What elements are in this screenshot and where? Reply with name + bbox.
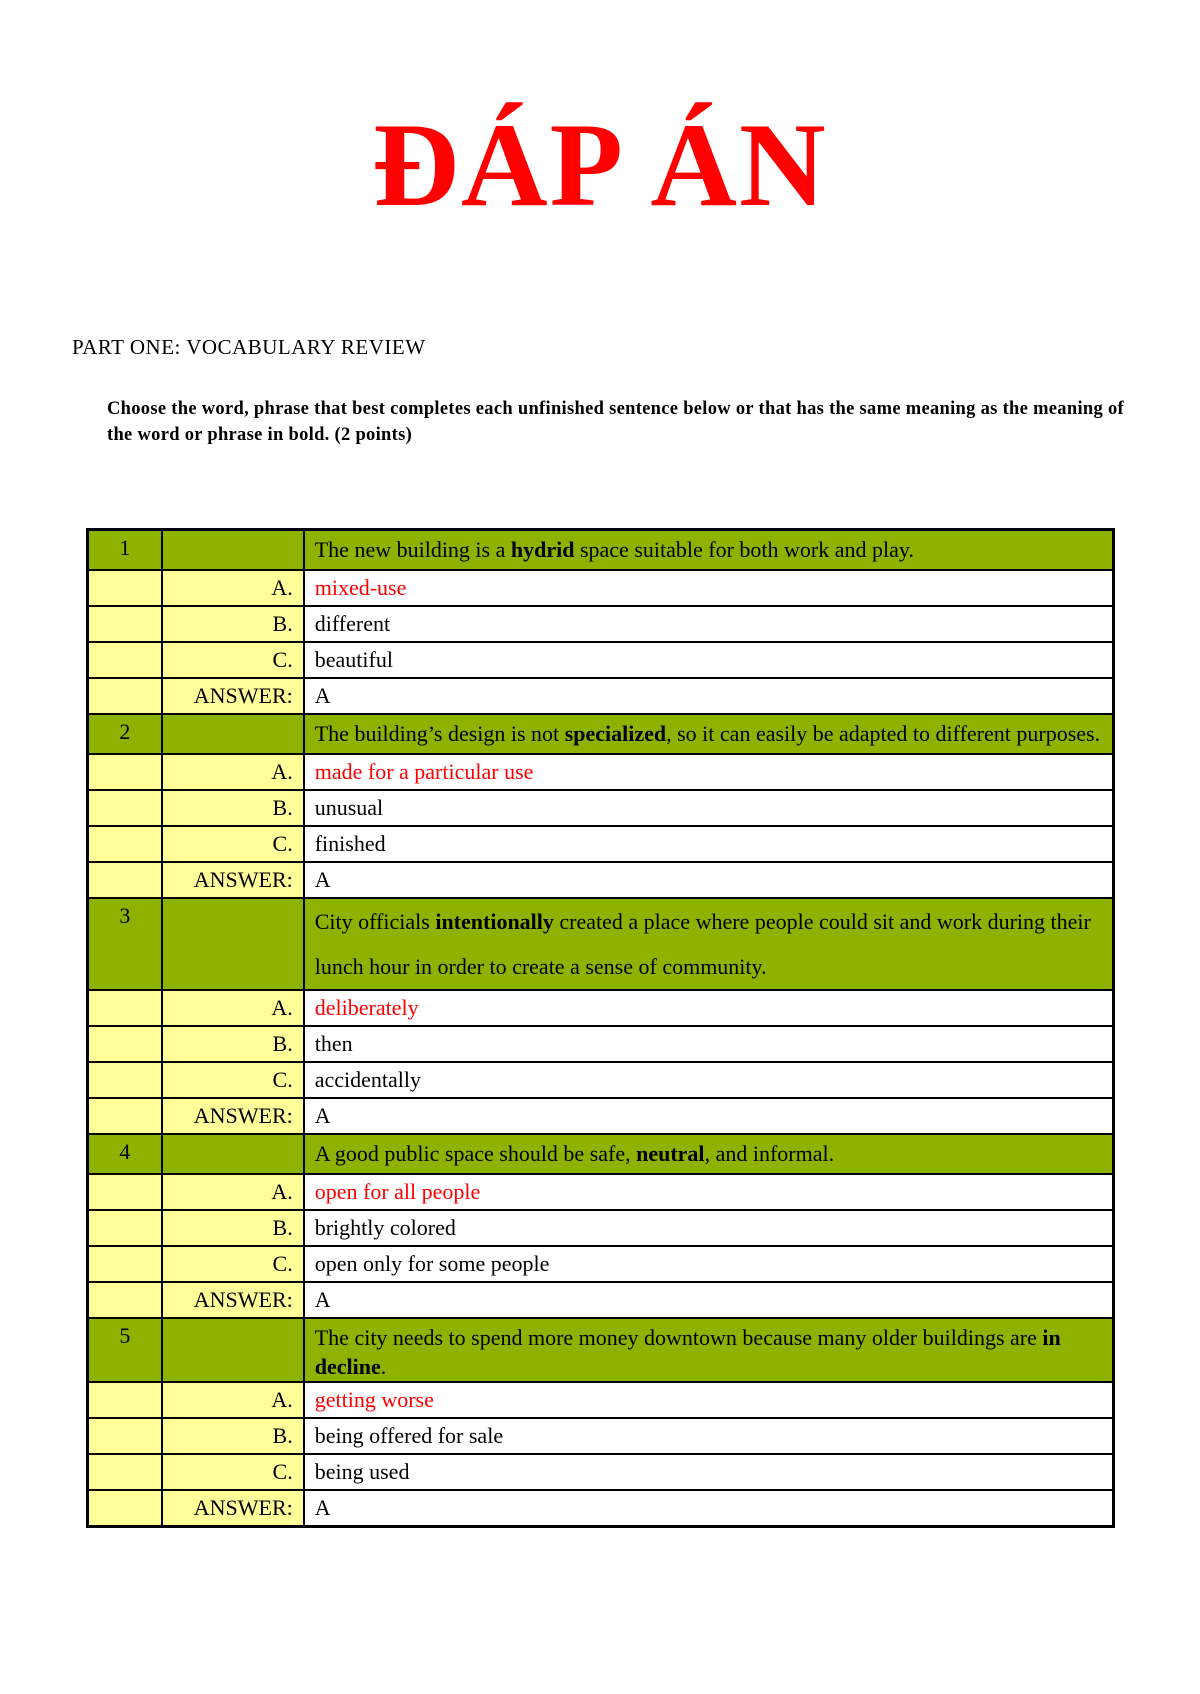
- answer-value: A: [304, 1282, 1114, 1318]
- vocabulary-table-body: [88, 530, 1114, 1527]
- answer-value: A: [304, 678, 1114, 714]
- option-text: brightly colored: [304, 1210, 1114, 1246]
- option-letter: C.: [162, 1062, 304, 1098]
- answer-number-cell: [88, 1490, 162, 1527]
- answer-row: [88, 1490, 1114, 1527]
- question-number: 1: [88, 530, 162, 571]
- option-number-cell: [88, 990, 162, 1026]
- option-row: [88, 642, 1114, 678]
- stem-text: .: [380, 1354, 387, 1379]
- option-letter: B.: [162, 790, 304, 826]
- option-letter: A.: [162, 1174, 304, 1210]
- option-row: [88, 570, 1114, 606]
- answer-value: A: [304, 1490, 1114, 1527]
- correct-option-text: mixed-use: [304, 570, 1114, 606]
- instructions: Choose the word, phrase that best completes each unfinished sentence below or that has the same meaning as the meaning of the word or phrase in bold. (2 points): [107, 399, 1124, 445]
- question-row: [88, 714, 1114, 754]
- option-row: [88, 606, 1114, 642]
- option-number-cell: [88, 1454, 162, 1490]
- option-row: [88, 1026, 1114, 1062]
- answer-value: A: [304, 862, 1114, 898]
- option-row: [88, 1454, 1114, 1490]
- option-text: being used: [304, 1454, 1114, 1490]
- question-label-cell: [162, 1134, 304, 1174]
- question-number: 3: [88, 898, 162, 990]
- question-row: [88, 1318, 1114, 1382]
- option-letter: A.: [162, 1382, 304, 1418]
- question-label-cell: [162, 898, 304, 990]
- option-row: [88, 826, 1114, 862]
- question-stem: [304, 898, 1114, 990]
- page-title: ĐÁP ÁN: [372, 98, 828, 231]
- question-label-cell: [162, 714, 304, 754]
- question-stem: [304, 1134, 1114, 1174]
- correct-option-text: deliberately: [304, 990, 1114, 1026]
- option-row: [88, 1418, 1114, 1454]
- correct-option-text: open for all people: [304, 1174, 1114, 1210]
- answer-value: A: [304, 1098, 1114, 1134]
- answer-label: ANSWER:: [162, 1282, 304, 1318]
- question-row: [88, 530, 1114, 571]
- stem-bold-term: in decline: [314, 1325, 1061, 1379]
- option-number-cell: [88, 826, 162, 862]
- question-row: [88, 1134, 1114, 1174]
- question-stem: [304, 530, 1114, 571]
- question-number: 5: [88, 1318, 162, 1382]
- answer-row: [88, 678, 1114, 714]
- option-letter: A.: [162, 570, 304, 606]
- stem-text: The city needs to spend more money downtown because many older buildings are: [314, 1325, 1043, 1350]
- answer-label: ANSWER:: [162, 1490, 304, 1527]
- option-row: [88, 990, 1114, 1026]
- option-text: accidentally: [304, 1062, 1114, 1098]
- option-text: then: [304, 1026, 1114, 1062]
- answer-label: ANSWER:: [162, 678, 304, 714]
- correct-option-text: made for a particular use: [304, 754, 1114, 790]
- option-letter: C.: [162, 642, 304, 678]
- answer-number-cell: [88, 678, 162, 714]
- answer-number-cell: [88, 1282, 162, 1318]
- stem-text: The new building is a: [314, 537, 511, 562]
- option-text: open only for some people: [304, 1246, 1114, 1282]
- option-letter: C.: [162, 1246, 304, 1282]
- stem-text: , and informal.: [704, 1141, 835, 1166]
- option-row: [88, 1174, 1114, 1210]
- option-row: [88, 1062, 1114, 1098]
- stem-bold-term: intentionally: [435, 909, 554, 934]
- answer-row: [88, 862, 1114, 898]
- answer-number-cell: [88, 862, 162, 898]
- answer-row: [88, 1282, 1114, 1318]
- option-number-cell: [88, 1382, 162, 1418]
- answer-label: ANSWER:: [162, 1098, 304, 1134]
- question-row: [88, 898, 1114, 990]
- question-label-cell: [162, 1318, 304, 1382]
- option-letter: A.: [162, 754, 304, 790]
- answer-label: ANSWER:: [162, 862, 304, 898]
- stem-text: A good public space should be safe,: [314, 1141, 637, 1166]
- stem-text: The building’s design is not: [314, 721, 565, 746]
- option-number-cell: [88, 1062, 162, 1098]
- option-text: different: [304, 606, 1114, 642]
- option-number-cell: [88, 1246, 162, 1282]
- option-letter: B.: [162, 606, 304, 642]
- stem-text: space suitable for both work and play.: [574, 537, 914, 562]
- option-number-cell: [88, 790, 162, 826]
- stem-text: , so it can easily be adapted to different purposes.: [666, 721, 1101, 746]
- option-text: finished: [304, 826, 1114, 862]
- option-number-cell: [88, 570, 162, 606]
- option-text: beautiful: [304, 642, 1114, 678]
- option-letter: C.: [162, 1454, 304, 1490]
- option-number-cell: [88, 754, 162, 790]
- part-heading: PART ONE: VOCABULARY REVIEW: [72, 335, 426, 359]
- stem-bold-term: neutral: [636, 1141, 705, 1166]
- option-number-cell: [88, 642, 162, 678]
- option-letter: B.: [162, 1210, 304, 1246]
- stem-bold-term: specialized: [564, 721, 667, 746]
- vocabulary-table: [86, 528, 1115, 1528]
- option-letter: A.: [162, 990, 304, 1026]
- option-number-cell: [88, 1210, 162, 1246]
- option-number-cell: [88, 1418, 162, 1454]
- option-number-cell: [88, 1174, 162, 1210]
- option-row: [88, 1210, 1114, 1246]
- option-number-cell: [88, 606, 162, 642]
- question-number: 2: [88, 714, 162, 754]
- question-stem: [304, 1318, 1114, 1382]
- question-number: 4: [88, 1134, 162, 1174]
- option-row: [88, 754, 1114, 790]
- stem-bold-term: hydrid: [510, 537, 575, 562]
- answer-row: [88, 1098, 1114, 1134]
- correct-option-text: getting worse: [304, 1382, 1114, 1418]
- option-row: [88, 1382, 1114, 1418]
- stem-text: City officials: [314, 909, 436, 934]
- option-text: unusual: [304, 790, 1114, 826]
- option-letter: B.: [162, 1418, 304, 1454]
- option-number-cell: [88, 1026, 162, 1062]
- option-letter: B.: [162, 1026, 304, 1062]
- question-label-cell: [162, 530, 304, 571]
- stem-text: created a place where people could sit and work during their lunch hour in order to create a sense of community.: [314, 909, 1091, 979]
- option-row: [88, 790, 1114, 826]
- option-row: [88, 1246, 1114, 1282]
- answer-number-cell: [88, 1098, 162, 1134]
- question-stem: [304, 714, 1114, 754]
- option-letter: C.: [162, 826, 304, 862]
- option-text: being offered for sale: [304, 1418, 1114, 1454]
